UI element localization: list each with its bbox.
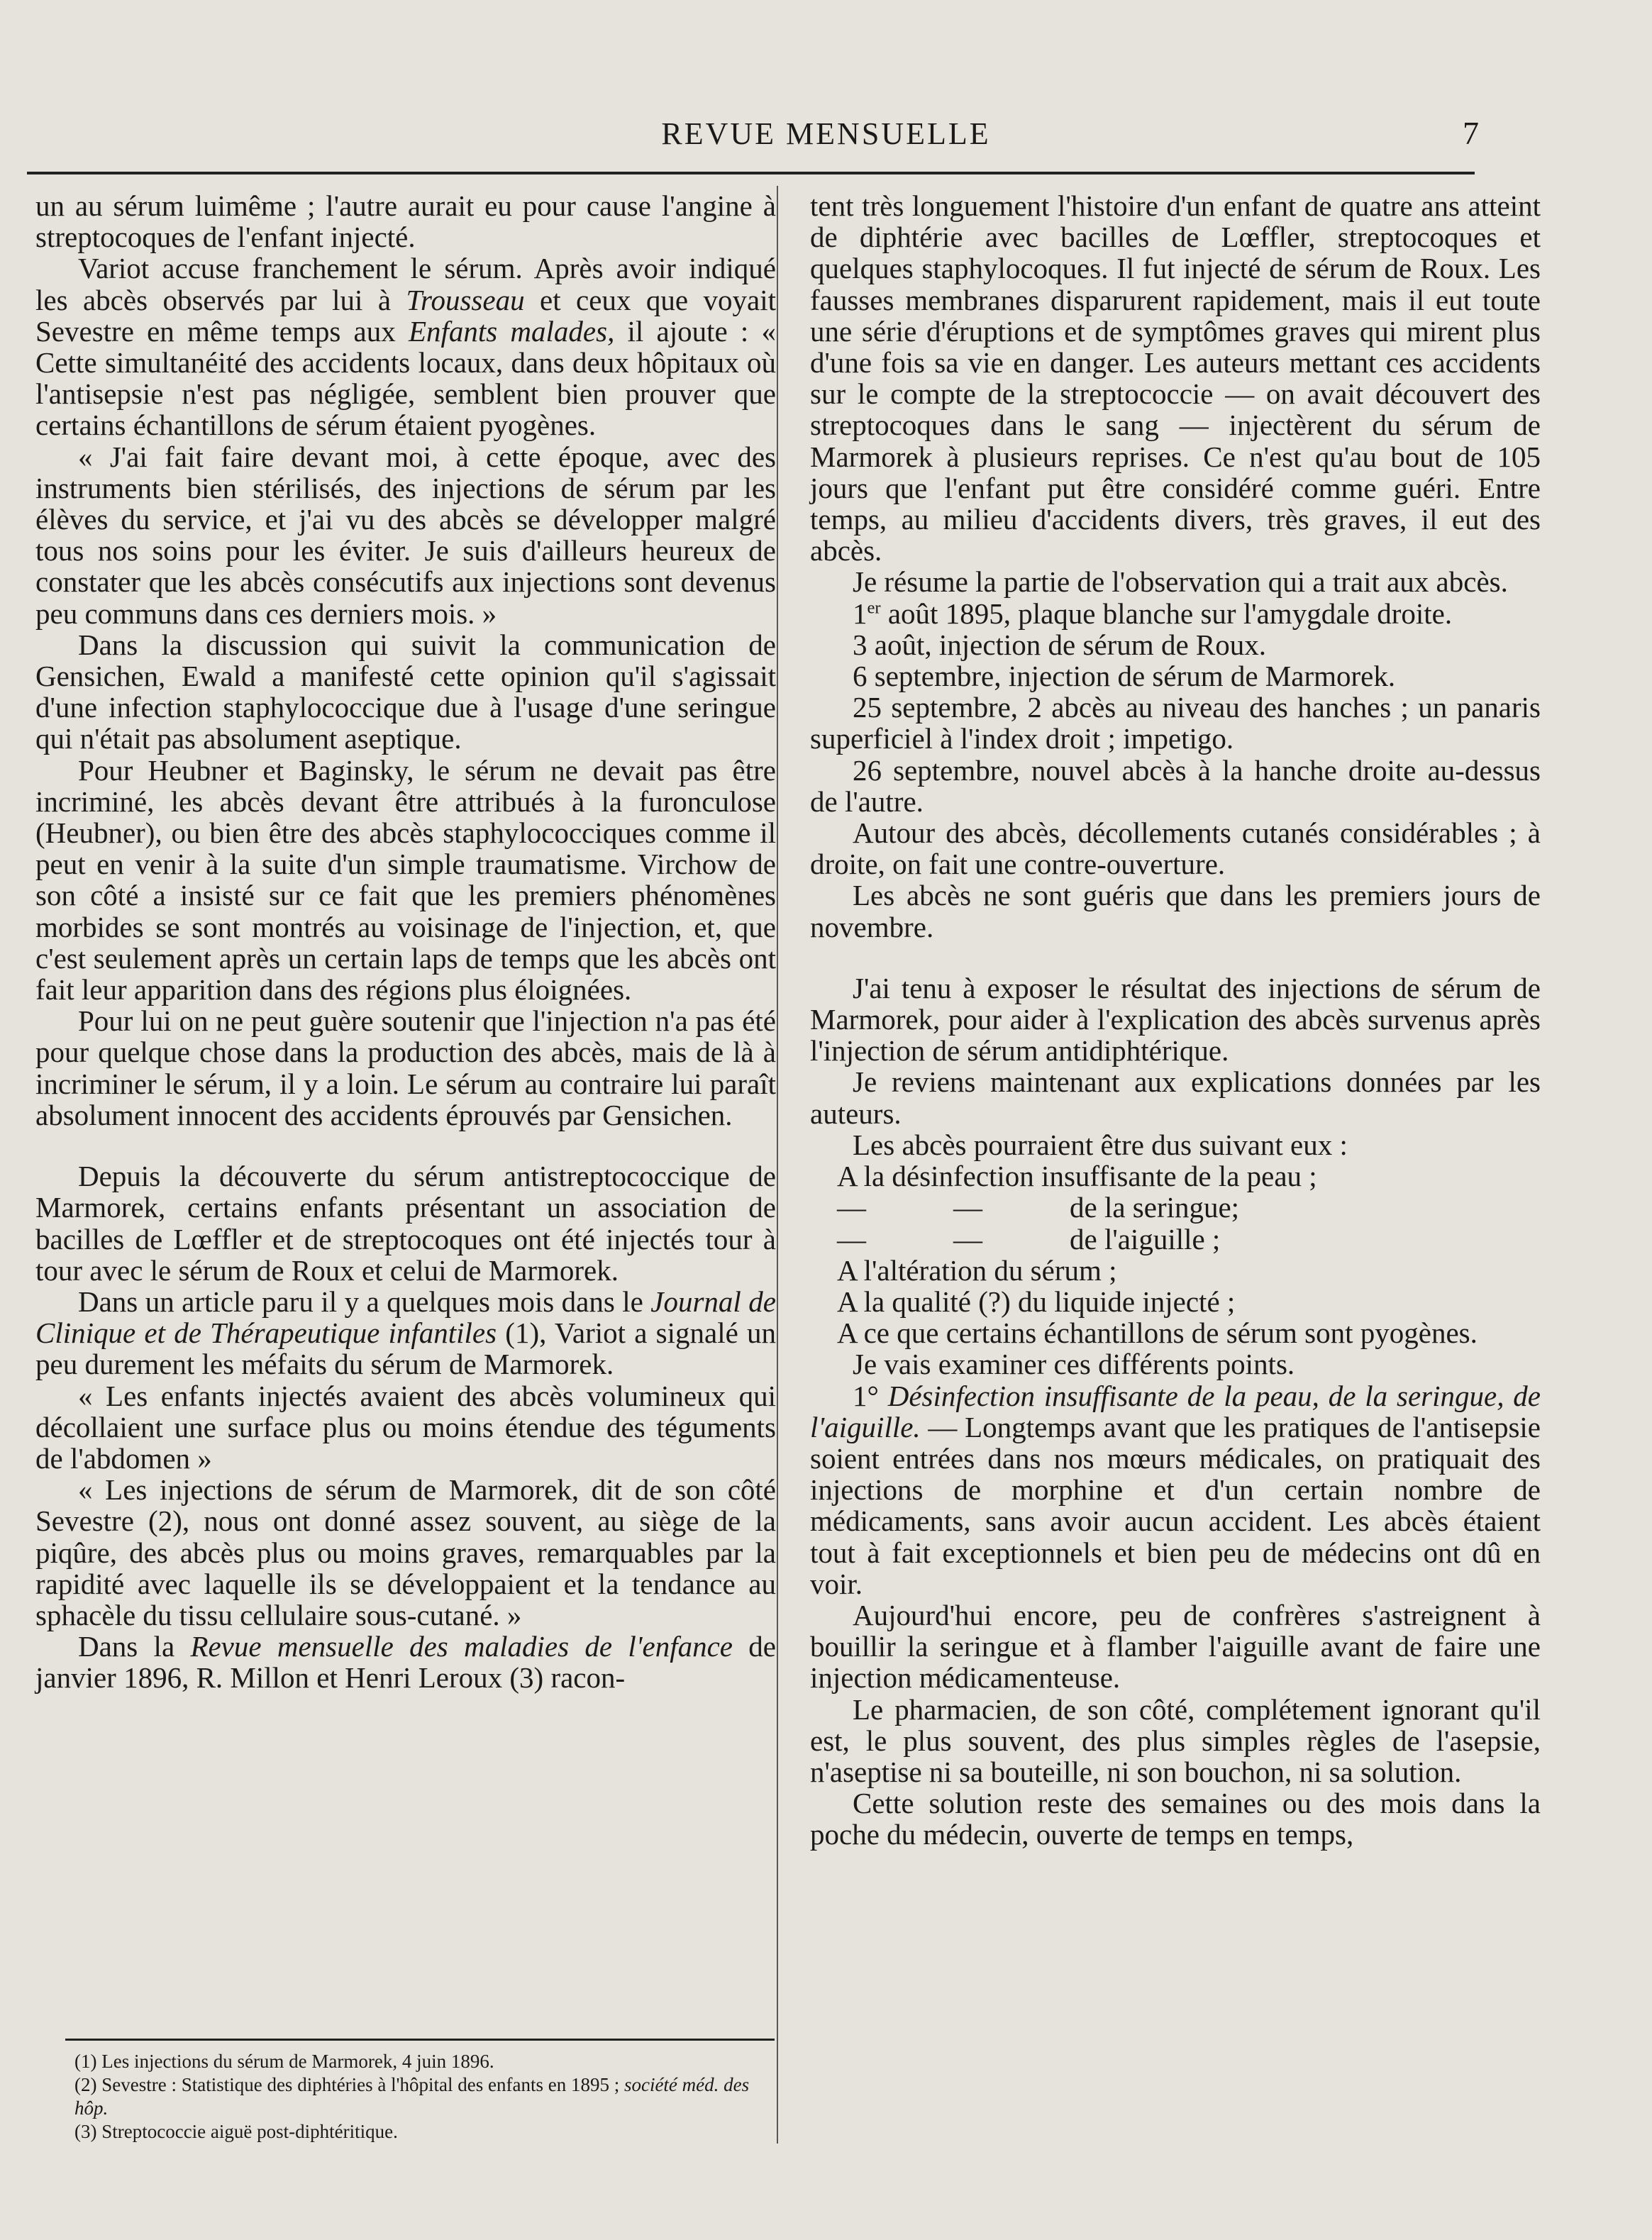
paragraph: Je reviens maintenant aux explications données par les auteurs.: [810, 1065, 1541, 1130]
text-run: Dans un article paru il y a quelques mois dans le: [78, 1285, 651, 1318]
paragraph: Les abcès ne sont guéris que dans les premiers jours de novembre.: [810, 879, 1541, 943]
paragraph: 25 septembre, 2 abcès au niveau des hanches ; un panaris superficiel à l'index droit ; impetigo.: [810, 691, 1541, 755]
paragraph: un au sérum luimême ; l'autre aurait eu pour cause l'angine à streptocoques de l'enfant injecté.: [35, 189, 776, 254]
list-item: A ce que certains échantillons de sérum sont pyogènes.: [837, 1316, 1478, 1350]
footnotes: [74, 2050, 773, 2144]
footnote: (1) Les injections du sérum de Marmorek, 4 juin 1896.: [74, 2051, 494, 2072]
paragraph: Les abcès pourraient être dus suivant eux :: [853, 1128, 1348, 1161]
superscript: er: [867, 597, 881, 617]
paragraph: J'ai tenu à exposer le résultat des injections de sérum de Marmorek, pour aider à l'explication des abcès survenus après l'injection de sérum antidiphtérique.: [810, 971, 1541, 1068]
footnote: [74, 2073, 773, 2120]
text-run: 1°: [853, 1379, 888, 1412]
running-title: REVUE MENSUELLE: [661, 116, 991, 151]
text-run: — Longtemps avant que les pratiques de l'antisepsie soient entrées dans nos mœurs médicales, on pratiquait des injections de morphine et d'un certain nombre de médicaments, sans avoir aucun accident. Les abcès étaient tout à fait exceptionnels et bien peu de médecins ont dû en voir.: [810, 1410, 1541, 1600]
paragraph: [810, 598, 1541, 629]
text-run: (1), Variot a signalé un peu durement les méfaits du sérum de Marmorek.: [35, 1316, 776, 1381]
paragraph: « J'ai fait faire devant moi, à cette époque, avec des instruments bien stérilisés, des injections de sérum par les élèves du service, et j'ai vu des abcès se développer malgré tous nos soins pour les éviter. Je suis d'ailleurs heureux de constater que les abcès consécutifs aux injections sont devenus peu communs dans ces derniers mois. »: [35, 440, 776, 630]
paragraph: [810, 1380, 1541, 1599]
italic-text: société méd. des hôp.: [74, 2074, 750, 2119]
italic-text: Trousseau: [406, 283, 525, 316]
column-divider: [777, 186, 778, 2144]
text-run: 1: [853, 597, 867, 630]
paragraph: Depuis la découverte du sérum antistreptococcique de Marmorek, certains enfants présentant un association de bacilles de Lœffler et de streptocoques ont été injectés tour à tour avec le sérum de Roux et celui de Marmorek.: [35, 1160, 776, 1287]
paragraph: 3 août, injection de sérum de Roux.: [853, 628, 1266, 661]
text-run: août 1895, plaque blanche sur l'amygdale droite.: [880, 597, 1453, 630]
paragraph: « Les injections de sérum de Marmorek, dit de son côté Sevestre (2), nous ont donné assez souvent, au siège de la piqûre, des abcès plus ou moins graves, remarquables par la rapidité avec laquelle ils se développaient et la tendance au sphacèle du tissu cellulaire sous-cutané. »: [35, 1473, 776, 1631]
paragraph: Le pharmacien, de son côté, complétement ignorant qu'il est, le plus souvent, des plus simples règles de l'asepsie, n'aseptise ni sa bouteille, ni son bouchon, ni sa solution.: [810, 1692, 1541, 1788]
footnote-rule: [65, 2039, 775, 2041]
footnote: (3) Streptococcie aiguë post-diphtéritique.: [74, 2121, 398, 2142]
text-run: de janvier 1896, R. Millon et Henri Leroux (3) racon-: [35, 1630, 776, 1695]
paragraph: 26 septembre, nouvel abcès à la hanche droite au-dessus de l'autre.: [810, 753, 1541, 818]
header-rule: [27, 172, 1475, 174]
paragraph: Cette solution reste des semaines ou des mois dans la poche du médecin, ouverte de temps en temps,: [810, 1787, 1541, 1851]
paragraph: Dans la discussion qui suivit la communication de Gensichen, Ewald a manifesté cette opinion qu'il s'agissait d'une infection staphylococcique due à l'usage d'une seringue qui n'était pas absolument aseptique.: [35, 628, 776, 755]
paragraph: 6 septembre, injection de sérum de Marmorek.: [853, 660, 1396, 693]
italic-text: Journal de Clinique et de Thérapeutique infantiles: [35, 1285, 776, 1350]
paragraph: Je vais examiner ces différents points.: [853, 1348, 1295, 1381]
paragraph: [35, 253, 776, 440]
paragraph: « Les enfants injectés avaient des abcès volumineux qui décollaient une surface plus ou moins étendue des téguments de l'abdomen »: [35, 1379, 776, 1475]
paragraph: [35, 1631, 776, 1693]
list-item: A l'altération du sérum ;: [837, 1253, 1117, 1287]
italic-text: Enfants malades,: [408, 314, 615, 348]
italic-text: Revue mensuelle des maladies de l'enfance: [190, 1630, 733, 1663]
list-item: A la désinfection insuffisante de la peau ;: [837, 1160, 1317, 1193]
paragraph: Pour Heubner et Baginsky, le sérum ne devait pas être incriminé, les abcès devant être attribués à la furonculose (Heubner), ou bien être des abcès staphylococciques comme il peut en venir à la suite d'un simple traumatisme. Virchow de son côté a insisté sur ce fait que les premiers phénomènes morbides se sont montrés au voisinage de l'injection, et, que c'est seulement après un certain laps de temps que les abcès ont fait leur apparition dans des régions plus éloignées.: [35, 753, 776, 1007]
paragraph: [35, 1286, 776, 1380]
paragraph: tent très longuement l'histoire d'un enfant de quatre ans atteint de diphtérie avec bacilles de Lœffler, streptocoques et quelques staphylocoques. Il fut injecté de sérum de Roux. Les fausses membranes disparurent rapidement, mais il eut toute une série d'éruptions et de symptômes graves qui mirent plus d'une fois sa vie en danger. Les auteurs mettant ces accidents sur le compte de la streptococcie — on avait découvert des streptocoques dans le sang — injectèrent du sérum de Marmorek à plusieurs reprises. Ce n'est qu'au bout de 105 jours que l'enfant put être considéré comme guéri. Entre temps, au milieu d'accidents divers, très graves, il eut des abcès.: [810, 189, 1541, 567]
list-item: A la qualité (?) du liquide injecté ;: [837, 1285, 1236, 1318]
page-number: 7: [1463, 115, 1479, 151]
text-run: Dans la: [78, 1630, 191, 1663]
paragraph: Aujourd'hui encore, peu de confrères s'astreignent à bouillir la seringue et à flamber l'aiguille avant de faire une injection médicamenteuse.: [810, 1598, 1541, 1695]
paragraph: Autour des abcès, décollements cutanés considérables ; à droite, on fait une contre-ouverture.: [810, 816, 1541, 881]
right-column: [810, 190, 1541, 1851]
text-run: et ceux que voyait Sevestre en même temps aux: [35, 283, 776, 348]
text-run: il ajoute : « Cette simultanéité des accidents locaux, dans deux hôpitaux où l'antisepsie n'est pas négligée, semblent bien prouver que certains échantillons de sérum étaient pyogènes.: [35, 314, 776, 442]
left-column: [35, 190, 776, 1694]
list-item: — — de la seringue;: [837, 1191, 1240, 1224]
italic-text: Désinfection insuffisante de la peau, de la seringue, de l'aiguille.: [810, 1379, 1541, 1443]
list-item: — — de l'aiguille ;: [837, 1222, 1221, 1255]
paragraph: Pour lui on ne peut guère soutenir que l'injection n'a pas été pour quelque chose dans la production des abcès, mais de là à incriminer le sérum, il y a loin. Le sérum au contraire lui paraît absolument innocent des accidents éprouvés par Gensichen.: [35, 1004, 776, 1131]
paragraph: Je résume la partie de l'observation qui a trait aux abcès.: [853, 565, 1508, 599]
text-run: Variot accuse franchement le sérum. Après avoir indiqué les abcès observés par lui à: [35, 252, 776, 316]
text-run: (2) Sevestre : Statistique des diphtéries à l'hôpital des enfants en 1895 ;: [74, 2074, 624, 2095]
